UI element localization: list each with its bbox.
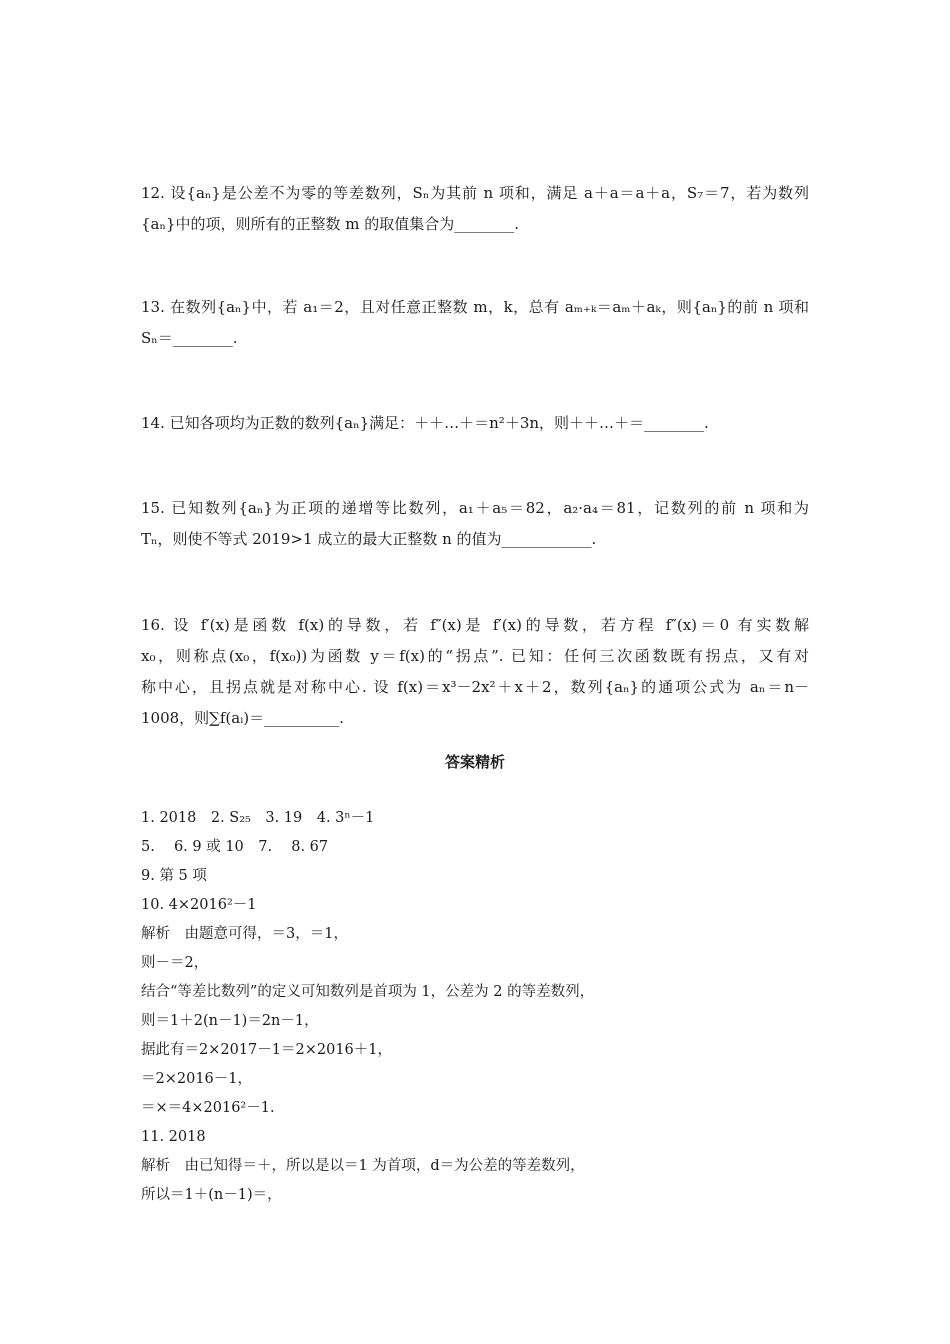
question-12 (141, 178, 809, 240)
answer-line: 则－＝2， (141, 955, 209, 971)
question-line: 12. 设{aₙ}是公差不为零的等差数列，Sₙ为其前 n 项和，满足 a＋a＝a＋a，S₇＝7，若为数列 (141, 184, 809, 202)
question-line: 13. 在数列{aₙ}中，若 a₁＝2，且对任意正整数 m，k，总有 aₘ₊ₖ＝aₘ＋aₖ，则{aₙ}的前 n 项和 (141, 298, 809, 316)
question-13 (141, 292, 809, 354)
answer-line: 1. 2018 2. S₂₅ 3. 19 4. 3ⁿ－1 (141, 810, 375, 826)
question-line: 15. 已知数列{aₙ}为正项的递增等比数列，a₁＋a₅＝82，a₂·a₄＝81，记数列的前 n 项和为 (141, 499, 809, 517)
answer-line: 结合“等差比数列”的定义可知数列是首项为 1，公差为 2 的等差数列， (141, 984, 595, 1000)
question-line: Tₙ，则使不等式 2019>1 成立的最大正整数 n 的值为____________. (141, 530, 597, 548)
answer-line: 据此有＝2×2017－1＝2×2016＋1， (141, 1042, 393, 1058)
question-line: 14. 已知各项均为正数的数列{aₙ}满足：＋＋…＋＝n²＋3n，则＋＋…＋＝________. (141, 414, 709, 432)
question-line: Sₙ＝________. (141, 329, 238, 347)
answer-line: 9. 第 5 项 (141, 868, 207, 884)
answer-line: 所以＝1＋(n－1)＝， (141, 1187, 282, 1203)
answer-line: 解析 由题意可得，＝3，＝1， (141, 926, 348, 942)
question-line: {aₙ}中的项，则所有的正整数 m 的取值集合为________. (141, 215, 520, 233)
answer-line: ＝×＝4×2016²－1. (141, 1100, 275, 1116)
question-15 (141, 493, 809, 555)
question-16 (141, 610, 809, 734)
question-line: 16. 设 f′(x)是函数 f(x)的导数，若 f″(x)是 f′(x)的导数，若方程 f″(x)＝0 有实数解 (141, 616, 809, 634)
answer-line: 5. 6. 9 或 10 7. 8. 67 (141, 839, 329, 855)
answer-line: 则＝1＋2(n－1)＝2n－1， (141, 1013, 319, 1029)
question-line: 称中心，且拐点就是对称中心. 设 f(x)＝x³－2x²＋x＋2，数列{aₙ}的通项公式为 aₙ＝n－ (141, 678, 809, 696)
answers-section (141, 804, 809, 1210)
answers-heading: 答案精析 (444, 753, 505, 771)
answer-line: 解析 由已知得＝＋，所以是以＝1 为首项，d＝为公差的等差数列， (141, 1158, 585, 1174)
question-14 (141, 408, 809, 439)
question-line: 1008，则∑f(aᵢ)＝__________. (141, 709, 344, 727)
answer-line: 11. 2018 (141, 1129, 206, 1145)
answer-line: ＝2×2016－1， (141, 1071, 253, 1087)
question-line: x₀，则称点(x₀，f(x₀))为函数 y＝f(x)的“拐点”. 已知：任何三次函数既有拐点，又有对 (141, 647, 809, 665)
answer-line: 10. 4×2016²－1 (141, 897, 257, 913)
